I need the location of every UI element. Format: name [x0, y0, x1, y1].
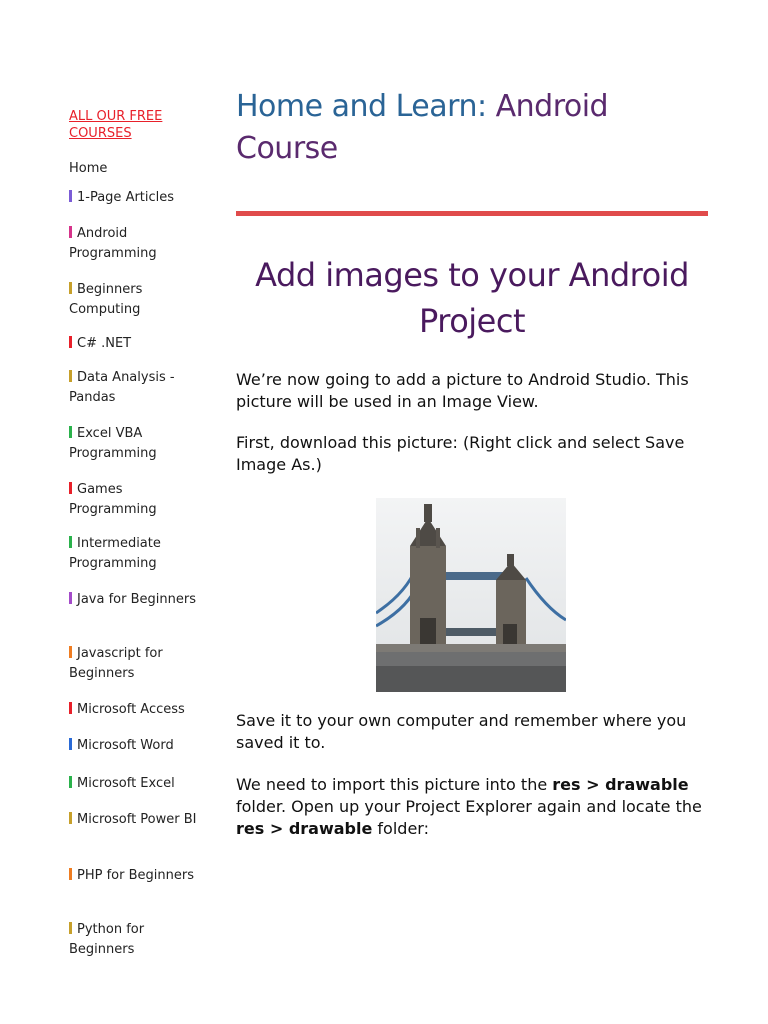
sidebar-item-label: Data Analysis - Pandas	[69, 370, 175, 405]
sidebar-item-course[interactable]	[69, 700, 204, 720]
sidebar-item-label: Javascript for Beginners	[69, 646, 163, 681]
sidebar-item-label: Microsoft Excel	[77, 776, 175, 791]
sidebar-item-label: Java for Beginners	[77, 592, 196, 607]
page-title: Add images to your Android Project	[255, 256, 689, 340]
res-drawable-path-2: res > drawable	[236, 819, 373, 838]
bullet-bar-icon	[69, 702, 72, 714]
bullet-bar-icon	[69, 426, 72, 438]
bullet-bar-icon	[69, 482, 72, 494]
sidebar-item-course[interactable]	[69, 534, 204, 574]
sidebar-item-course[interactable]	[69, 774, 204, 794]
sidebar-item-course[interactable]	[69, 424, 204, 464]
sidebar-item-label: Microsoft Power BI	[77, 812, 197, 827]
bullet-bar-icon	[69, 868, 72, 880]
import-text-a: We need to import this picture into the	[236, 775, 553, 794]
sidebar-item-course[interactable]	[69, 644, 204, 684]
bullet-bar-icon	[69, 646, 72, 658]
sidebar-item-label: Microsoft Word	[77, 738, 174, 753]
main-content	[236, 86, 708, 838]
save-instruction: Save it to your own computer and remember where you saved it to.	[236, 711, 687, 752]
sidebar-item-label: Python for Beginners	[69, 922, 145, 957]
sidebar-item-course[interactable]	[69, 368, 204, 408]
tower-bridge-picture	[376, 498, 566, 692]
bullet-bar-icon	[69, 592, 72, 604]
site-title	[236, 86, 708, 170]
bullet-bar-icon	[69, 370, 72, 382]
sidebar-item-home[interactable]: Home	[69, 161, 108, 176]
all-courses-link[interactable]: ALL OUR FREE COURSES	[69, 109, 163, 141]
sidebar-item-label: Beginners Computing	[69, 282, 143, 317]
sidebar-nav	[69, 108, 204, 957]
import-instruction	[236, 774, 708, 840]
bullet-bar-icon	[69, 776, 72, 788]
bullet-bar-icon	[69, 336, 72, 348]
sidebar-item-label: PHP for Beginners	[77, 868, 194, 883]
sidebar-item-label: Games Programming	[69, 482, 157, 517]
sidebar-item-label: C# .NET	[77, 336, 132, 351]
sidebar-item-course[interactable]	[69, 736, 204, 756]
sidebar-item-course[interactable]	[69, 920, 204, 960]
site-title-part2: Android Course	[236, 89, 609, 166]
import-text-b: folder. Open up your Project Explorer again and locate the	[236, 797, 702, 816]
bullet-bar-icon	[69, 922, 72, 934]
sidebar-item-course[interactable]	[69, 590, 204, 610]
sidebar-item-course[interactable]	[69, 480, 204, 520]
divider-rule	[236, 211, 708, 216]
bullet-bar-icon	[69, 190, 72, 202]
sidebar-item-course[interactable]	[69, 866, 204, 886]
sidebar-item-course[interactable]	[69, 224, 204, 264]
sidebar-item-course[interactable]	[69, 334, 204, 354]
bullet-bar-icon	[69, 226, 72, 238]
intro-paragraph: We’re now going to add a picture to Android Studio. This picture will be used in an Image View.	[236, 370, 689, 411]
bullet-bar-icon	[69, 536, 72, 548]
sidebar-item-label: Android Programming	[69, 226, 157, 261]
import-text-c: folder:	[372, 819, 429, 838]
sidebar-item-course[interactable]	[69, 280, 204, 320]
bullet-bar-icon	[69, 738, 72, 750]
bullet-bar-icon	[69, 282, 72, 294]
sidebar-item-label: 1-Page Articles	[77, 190, 175, 205]
sidebar-item-label: Microsoft Access	[77, 702, 185, 717]
site-title-part1: Home and Learn:	[236, 89, 496, 124]
sidebar-item-label: Intermediate Programming	[69, 536, 161, 571]
download-instruction: First, download this picture: (Right click and select Save Image As.)	[236, 433, 685, 474]
tower-bridge-image[interactable]	[376, 498, 566, 692]
res-drawable-path: res > drawable	[552, 775, 689, 794]
sidebar-item-label: Excel VBA Programming	[69, 426, 157, 461]
sidebar-item-course[interactable]	[69, 188, 204, 208]
sidebar-item-course[interactable]	[69, 810, 204, 830]
bullet-bar-icon	[69, 812, 72, 824]
